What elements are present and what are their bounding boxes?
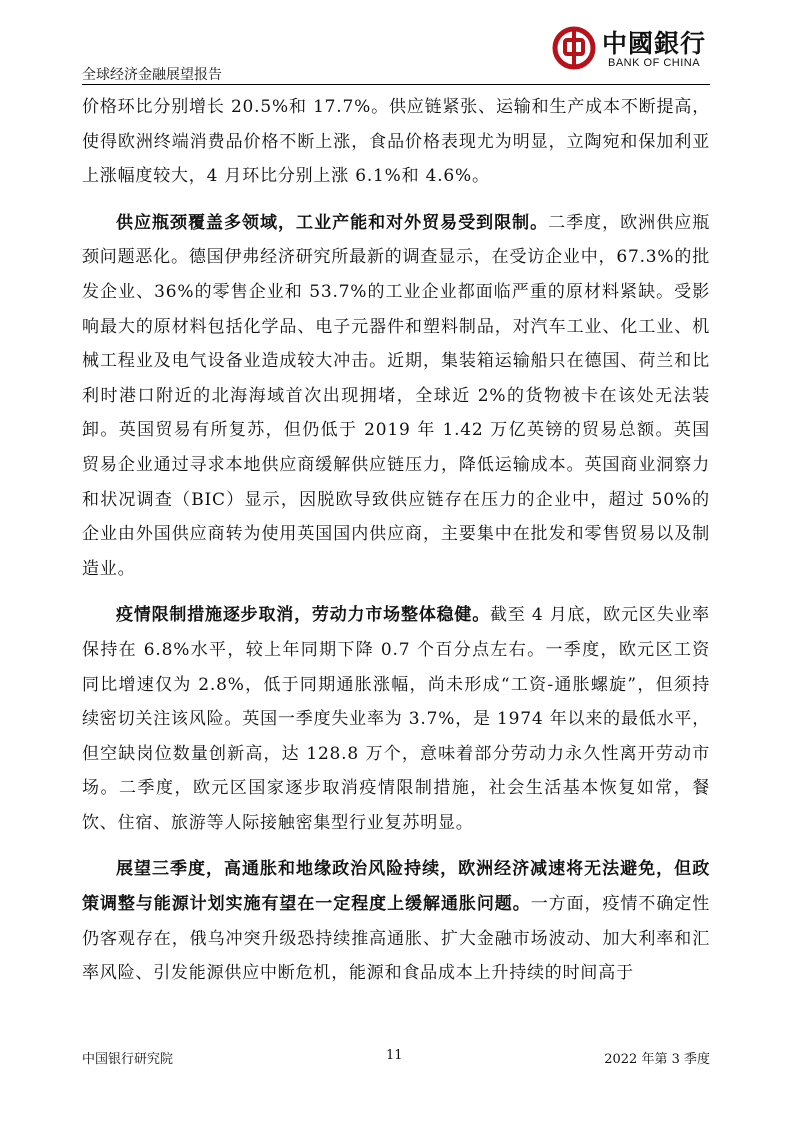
- paragraph: [82, 598, 710, 840]
- paragraph-text: 二季度，欧洲供应瓶颈问题恶化。德国伊弗经济研究所最新的调查显示，在受访企业中，67.3%的批发企业、36%的零售企业和 53.7%的工业企业都面临严重的原材料紧缺。受影响最大的原材料包括化学品、电子元器件和塑料制品，对汽车工业、化工业、机械工程业及电气设备业造成较大冲击。近期，集装箱运输船只在德国、荷兰和比利时港口附近的北海海域首次出现拥堵，全球近 2%的货物被卡在该处无法装卸。英国贸易有所复苏，但仍低于 2019 年 1.42 万亿英镑的贸易总额。英国贸易企业通过寻求本地供应商缓解供应链压力，降低运输成本。英国商业洞察力和状况调查（BIC）显示，因脱欧导致供应链存在压力的企业中，超过 50%的企业由外国供应商转为使用英国国内供应商，主要集中在批发和零售贸易以及制造业。: [82, 212, 711, 579]
- report-body: [82, 90, 710, 1003]
- report-title: 全球经济金融展望报告: [82, 67, 222, 83]
- paragraph-lead: 供应瓶颈覆盖多领域，工业产能和对外贸易受到限制。: [116, 212, 549, 233]
- footer-quarter: 2022 年第 3 季度: [604, 1052, 710, 1067]
- paragraph-text: 截至 4 月底，欧元区失业率保持在 6.8%水平，较上年同期下降 0.7 个百分点左右。一季度，欧元区工资同比增速仅为 2.8%，低于同期通胀涨幅，尚未形成“工资-通胀螺旋”，但须持续密切关注该风险。英国一季度失业率为 3.7%，是 1974 年以来的最低水平，但空缺岗位数量创新高，达 128.8 万个，意味着部分劳动力永久性离开劳动市场。二季度，欧元区国家逐步取消疫情限制措施，社会生活基本恢复如常，餐饮、住宿、旅游等人际接触密集型行业复苏明显。: [82, 605, 710, 833]
- page-number: 11: [386, 1048, 403, 1063]
- paragraph-lead: 展望三季度，高通胀和地缘政治风险持续，欧洲经济减速将无法避免，但政策调整与能源计划实施有望在一定程度上缓解通胀问题。: [82, 859, 710, 915]
- paragraph: [82, 852, 710, 990]
- header-divider: [82, 84, 710, 85]
- bank-logo: [552, 22, 710, 78]
- paragraph: [82, 206, 710, 587]
- page-header: [82, 20, 710, 82]
- paragraph-text: 价格环比分别增长 20.5%和 17.7%。供应链紧张、运输和生产成本不断提高，使得欧洲终端消费品价格不断上涨，食品价格表现尤为明显，立陶宛和保加利亚上涨幅度较大，4 月环比分别上涨 6.1%和 4.6%。: [82, 97, 710, 187]
- page-footer: [82, 1048, 710, 1068]
- paragraph-text: 一方面，疫情不确定性仍客观存在，俄乌冲突升级恐持续推高通胀、扩大金融市场波动、加大利率和汇率风险、引发能源供应中断危机，能源和食品成本上升持续的时间高于: [82, 894, 711, 984]
- paragraph-lead: 疫情限制措施逐步取消，劳动力市场整体稳健。: [116, 605, 491, 626]
- footer-institute: 中国银行研究院: [82, 1052, 174, 1067]
- logo-name-english: BANK OF CHINA: [608, 57, 701, 69]
- logo-name-chinese: 中國銀行: [602, 29, 707, 58]
- bank-of-china-emblem-icon: [552, 26, 596, 70]
- paragraph: [82, 90, 710, 194]
